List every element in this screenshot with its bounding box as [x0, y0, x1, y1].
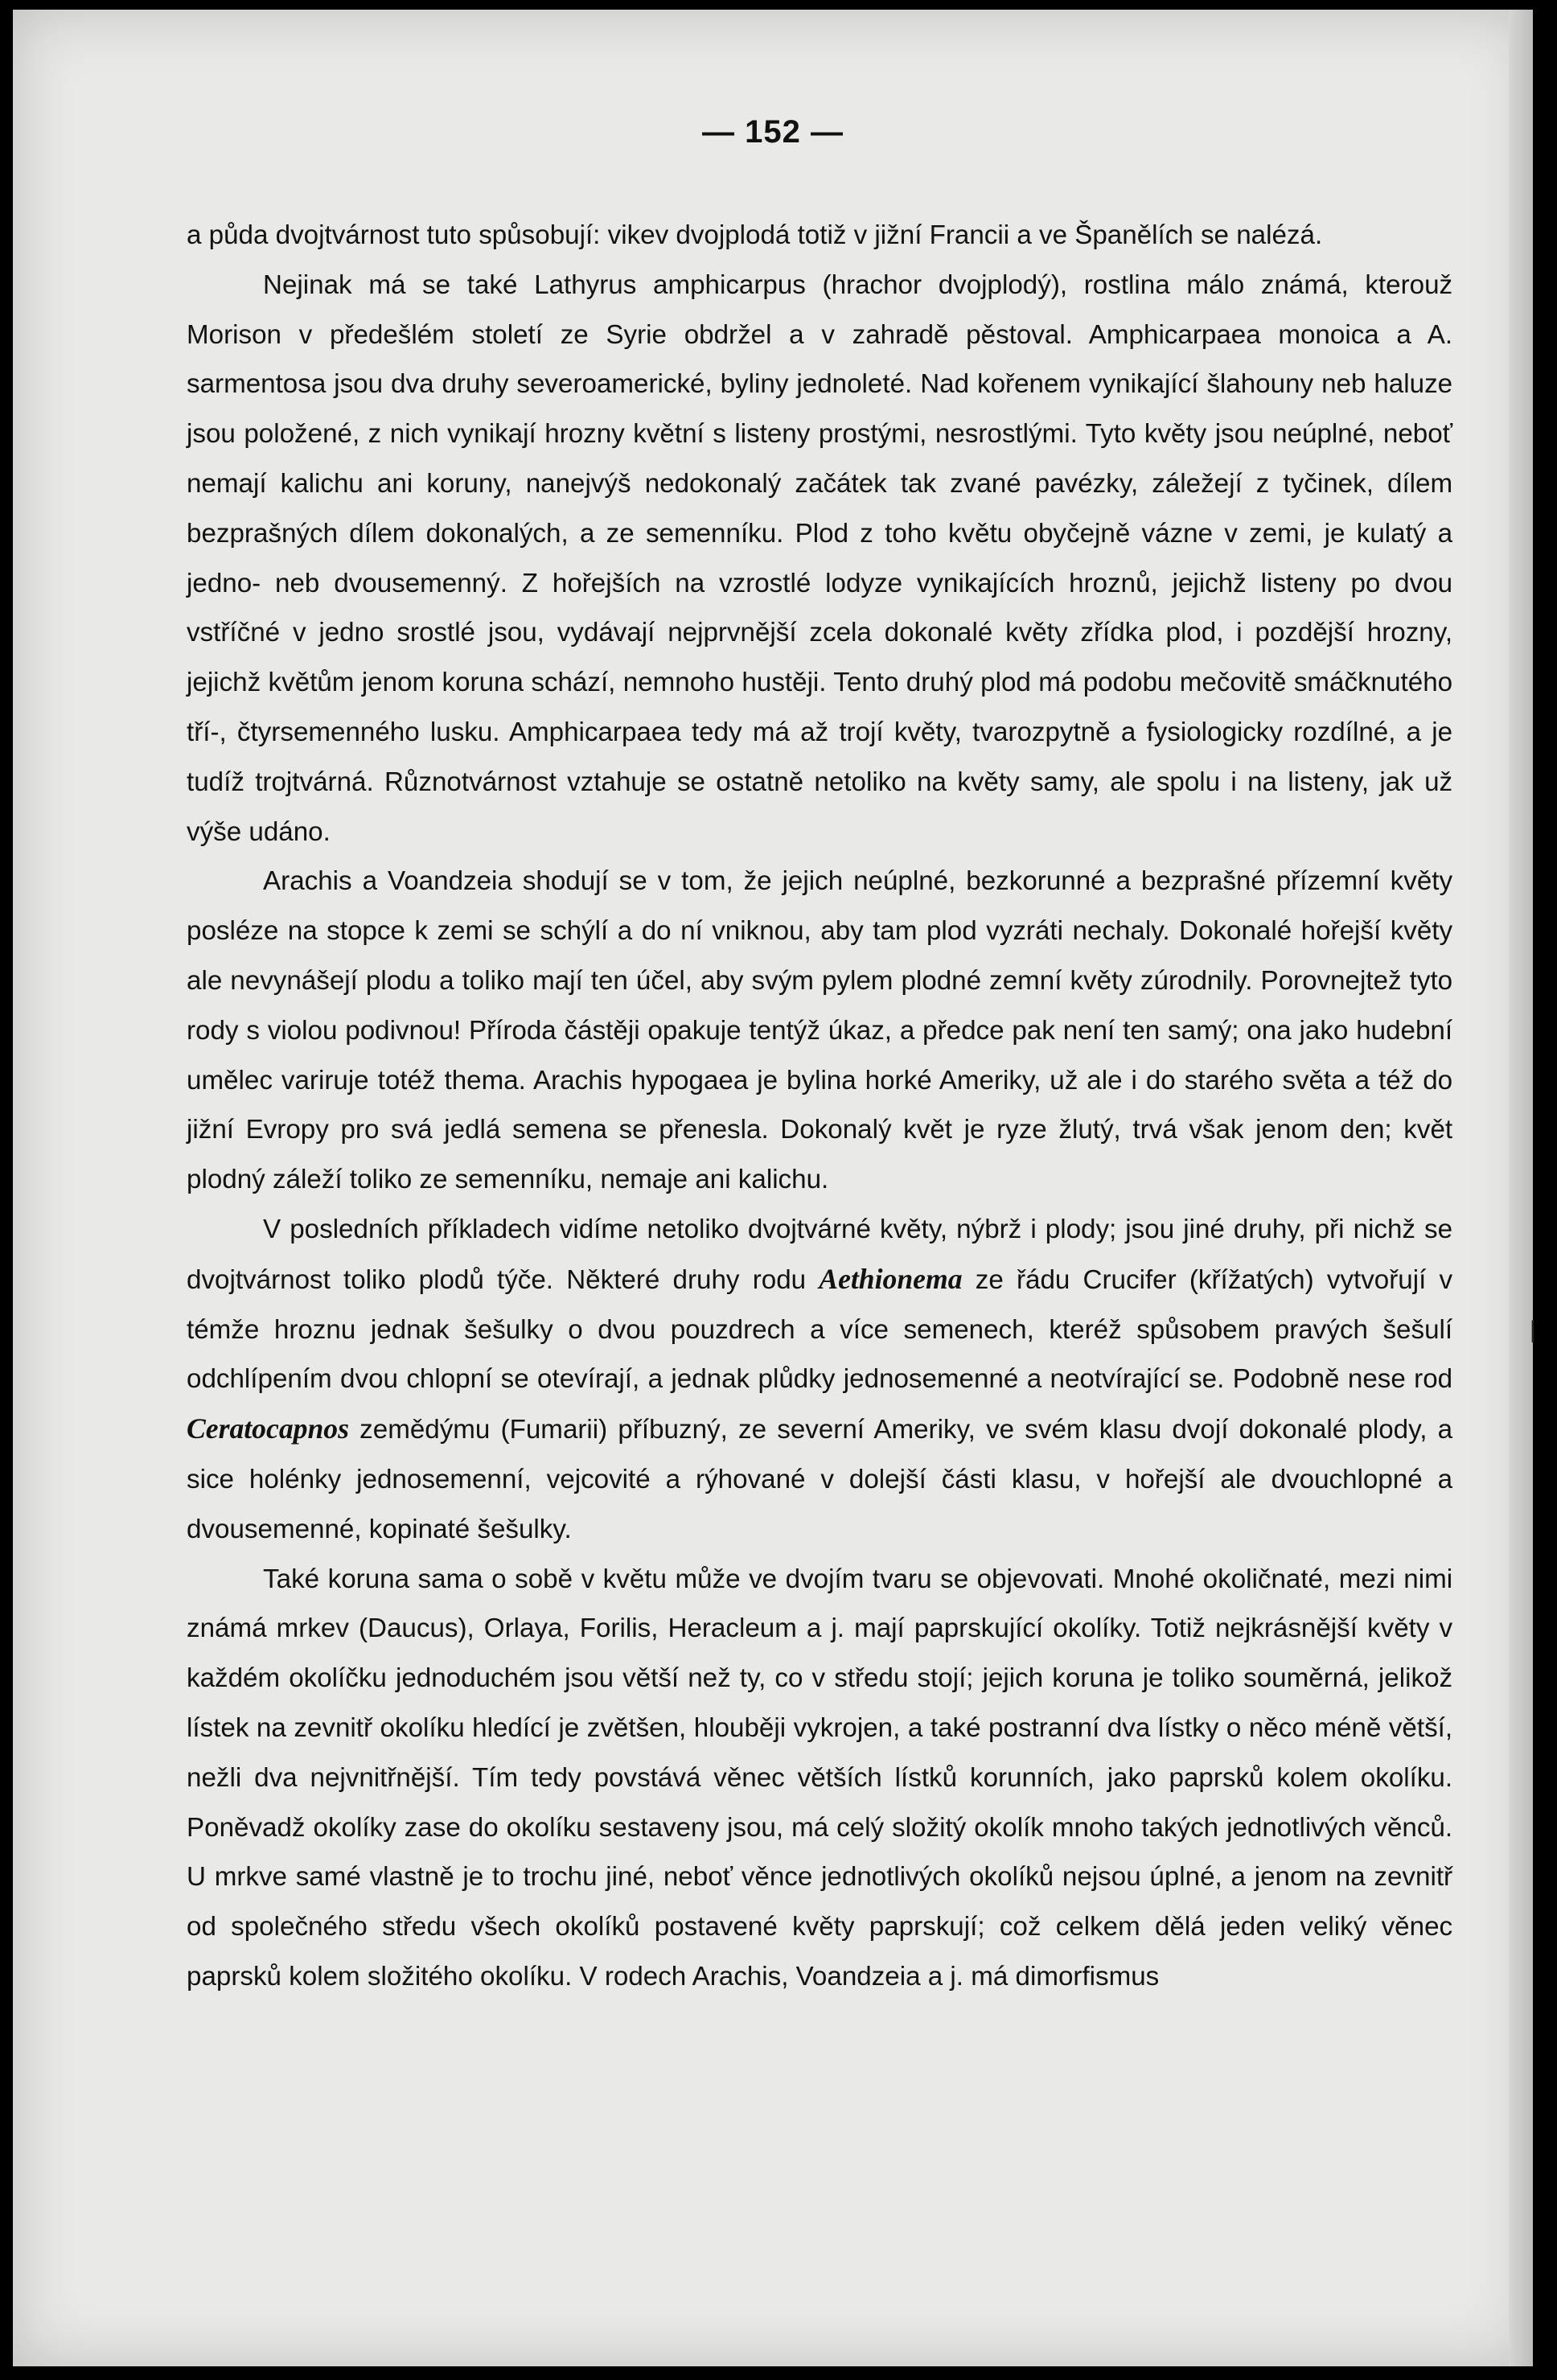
page-edge-shadow [1509, 10, 1533, 2366]
italic-genus-name: Ceratocapnos [187, 1412, 349, 1445]
margin-mark: | [1530, 1317, 1536, 1343]
text-segment: ze řádu Crucifer (křížatých) vytvořují v témže hroznu jednak šešulky o dvou pouzdrech a více semenech, kteréž spůsobem pravých šešulí odchlípením dvou chlopní se otevírají, a jednak plůdky jednosemenné a neotvírající se. Podobně nese rod [187, 1264, 1453, 1395]
page-number: — 152 — [702, 114, 844, 150]
paragraph [187, 1555, 1452, 2002]
italic-genus-name: Aethionema [819, 1262, 963, 1295]
paragraph [187, 857, 1452, 1205]
text-segment: zemědýmu (Fumarii) příbuzný, ze severní Ameriky, ve svém klasu dvojí dokonalé plody, a sice holénky jednosemenní, vejcovité a rýhované v dolejší části klasu, v hořejší ale dvouchlopné a dvousemenné, kopinaté šešulky. [187, 1415, 1453, 1544]
body-text [187, 211, 1452, 2002]
book-page [13, 10, 1536, 2366]
text-segment: Arachis a Voandzeia shodují se v tom, že jejich neúplné, bezkorunné a bezprašné přízemní květy posléze na stopce k zemi se schýlí a do ní vniknou, aby tam plod vyzráti nechaly. Dokonalé hořejší květy ale nevynášejí plodu a toliko mají ten účel, aby svým pylem plodné zemní květy zúrodnily. Porovnejtež tyto rody s violou podivnou! Příroda částěji opakuje tentýž úkaz, a předce pak není ten samý; ona jako hudební umělec variruje totéž thema. Arachis hypogaea je bylina horké Ameriky, už ale i do starého světa a též do jižní Evropy pro svá jedlá semena se přenesla. Dokonalý květ je ryze žlutý, trvá však jenom den; květ plodný záleží toliko ze semenníku, nemaje ani kalichu. [187, 866, 1453, 1195]
text-segment: Nejinak má se také Lathyrus amphicarpus (hrachor dvojplodý), rostlina málo známá, kterouž Morison v předešlém století ze Syrie obdržel a v zahradě pěstoval. Amphicarpaea monoica a A. sarmentosa jsou dva druhy severoamerické, byliny jednoleté. Nad kořenem vynikající šlahouny neb haluze jsou položené, z nich vynikají hrozny květní s listeny prostými, nesrostlými. Tyto květy jsou neúplné, neboť nemají kalichu ani koruny, nanejvýš nedokonalý začátek tak zvané pavézky, záležejí z tyčinek, dílem bezprašných dílem dokonalých, a ze semenníku. Plod z toho květu obyčejně vázne v zemi, je kulatý a jedno- neb dvousemenný. Z hořejších na vzrostlé lodyze vynikajících hroznů, jejichž listeny po dvou vstříčné v jedno srostlé jsou, vydávají nejprvnější zcela dokonalé květy zřídka plod, i pozdější hrozny, jejichž květům jenom koruna schází, nemnoho hustěji. Tento druhý plod má podobu mečovitě smáčknutého tří-, čtyrsemenného lusku. Amphicarpaea tedy má až trojí květy, tvarozpytně a fysiologicky rozdílné, a je tudíž trojtvárná. Různotvárnost vztahuje se ostatně netoliko na květy samy, ale spolu i na listeny, jak už výše udáno. [187, 269, 1453, 847]
text-segment: Také koruna sama o sobě v květu může ve dvojím tvaru se objevovati. Mnohé okoličnaté, mezi nimi známá mrkev (Daucus), Orlaya, Forilis, Heracleum a j. mají paprskující okolíky. Totiž nejkrásnější květy v každém okolíčku jednoduchém jsou větší než ty, co v středu stojí; jejich koruna je toliko souměrná, jelikož lístek na zevnitř okolíku hledící je zvětšen, hlouběji vykrojen, a také postranní dva lístky o něco méně větší, nežli dva nejvnitřnější. Tím tedy povstává věnec větších lístků korunních, jako paprsků kolem okolíku. Poněvadž okolíky zase do okolíku sestaveny jsou, má celý složitý okolík mnoho takých jednotlivých věnců. U mrkve samé vlastně je to trochu jiné, neboť věnce jednotlivých okolíků nejsou úplné, a jenom na zevnitř od společného středu všech okolíků postavené květy paprskují; což celkem dělá jeden veliký věnec paprsků kolem složitého okolíku. V rodech Arachis, Voandzeia a j. má dimorfismus [187, 1564, 1453, 1992]
text-segment: V posledních příkladech vidíme netoliko dvojtvárné květy, nýbrž i plody; jsou jiné druhy, při nichž se dvojtvárnost toliko plodů týče. Některé druhy rodu [187, 1214, 1453, 1295]
paragraph [187, 261, 1452, 857]
paragraph [187, 1205, 1452, 1555]
text-segment: a půda dvojtvárnost tuto spůsobují: vikev dvojplodá totiž v jižní Francii a ve Španělích se nalézá. [187, 220, 1323, 250]
paragraph [187, 211, 1452, 261]
